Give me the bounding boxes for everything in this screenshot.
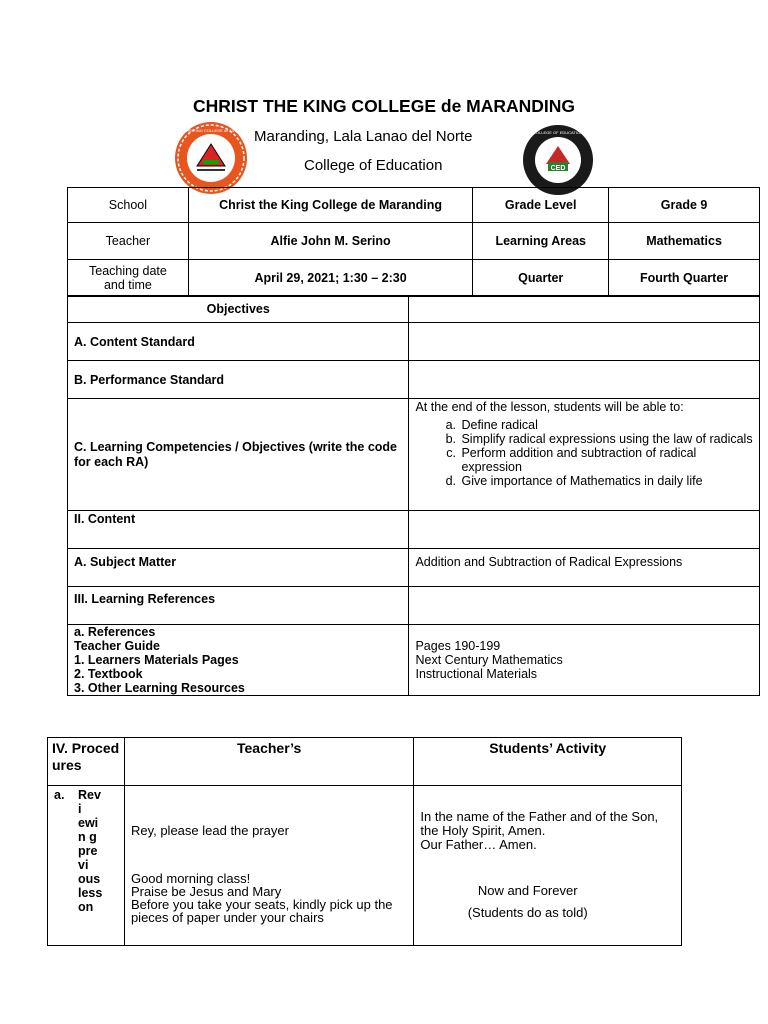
info-table <box>67 187 760 296</box>
date-value: April 29, 2021; 1:30 – 2:30 <box>188 260 472 296</box>
competency-item: d. Give importance of Mathematics in daily life <box>459 474 753 488</box>
students-activity: In the name of the Father and of the Son, the Holy Spirit, Amen. Our Father… Amen. Now and Forever (Students do as told) <box>414 786 682 946</box>
references-list: a. References Teacher Guide 1. Learners Materials Pages 2. Textbook 3. Other Learning Resources <box>68 625 409 696</box>
page-title: CHRIST THE KING COLLEGE de MARANDING <box>192 96 576 116</box>
competency-item: c. Perform addition and subtraction of radical expression <box>459 446 753 474</box>
college-of-education-logo <box>522 124 594 196</box>
objectives-header: Objectives <box>68 297 409 323</box>
subject-matter-label: A. Subject Matter <box>68 549 409 587</box>
quarter-label: Quarter <box>473 260 609 296</box>
plan-table <box>67 296 760 696</box>
competency-item: a. Define radical <box>459 418 753 432</box>
learning-references-header: III. Learning References <box>68 587 409 625</box>
grade-label: Grade Level <box>473 188 609 223</box>
teacher-label: Teacher <box>68 223 189 260</box>
date-label: Teaching date and time <box>68 260 189 296</box>
procedures-header: IV. Proced ures <box>48 738 125 786</box>
quarter-value: Fourth Quarter <box>609 260 760 296</box>
competencies-cell <box>409 399 760 511</box>
content-header: II. Content <box>68 511 409 549</box>
school-label: School <box>68 188 189 223</box>
seal-year: 1964 <box>205 177 217 183</box>
address: Maranding, Lala Lanao del Norte <box>254 128 473 145</box>
area-label: Learning Areas <box>473 223 609 260</box>
ced-label: CED <box>550 165 566 172</box>
students-header: Students’ Activity <box>414 738 682 786</box>
references-values: Pages 190-199 Next Century Mathematics Instructional Materials <box>409 625 760 696</box>
competency-item: b. Simplify radical expressions using the law of radicals <box>459 432 753 446</box>
teacher-value: Alfie John M. Serino <box>188 223 472 260</box>
procedures-table <box>47 737 682 946</box>
teacher-header: Teacher’s <box>124 738 413 786</box>
area-value: Mathematics <box>609 223 760 260</box>
grade-value: Grade 9 <box>609 188 760 223</box>
performance-standard: B. Performance Standard <box>68 361 409 399</box>
college-name: College of Education <box>304 157 443 174</box>
competencies-list <box>415 418 753 488</box>
college-seal-logo <box>168 120 254 196</box>
seal-text: CHRIST THE KING COLLEGE de MARANDING <box>168 128 254 133</box>
logo-ring-text: COLLEGE OF EDUCATION <box>533 130 583 135</box>
competencies-label: C. Learning Competencies / Objectives (write the code for each RA) <box>68 399 409 511</box>
subject-matter-value: Addition and Subtraction of Radical Expressions <box>409 549 760 587</box>
teacher-activity: Rey, please lead the prayer Good morning class! Praise be Jesus and Mary Before you take your seats, kindly pick up the pieces of paper under your chairs <box>124 786 413 946</box>
review-row-label: a. Revi ewin g previ ous less on <box>48 786 125 946</box>
competencies-intro: At the end of the lesson, students will be able to: <box>415 400 684 414</box>
school-value: Christ the King College de Maranding <box>188 188 472 223</box>
content-standard: A. Content Standard <box>68 323 409 361</box>
